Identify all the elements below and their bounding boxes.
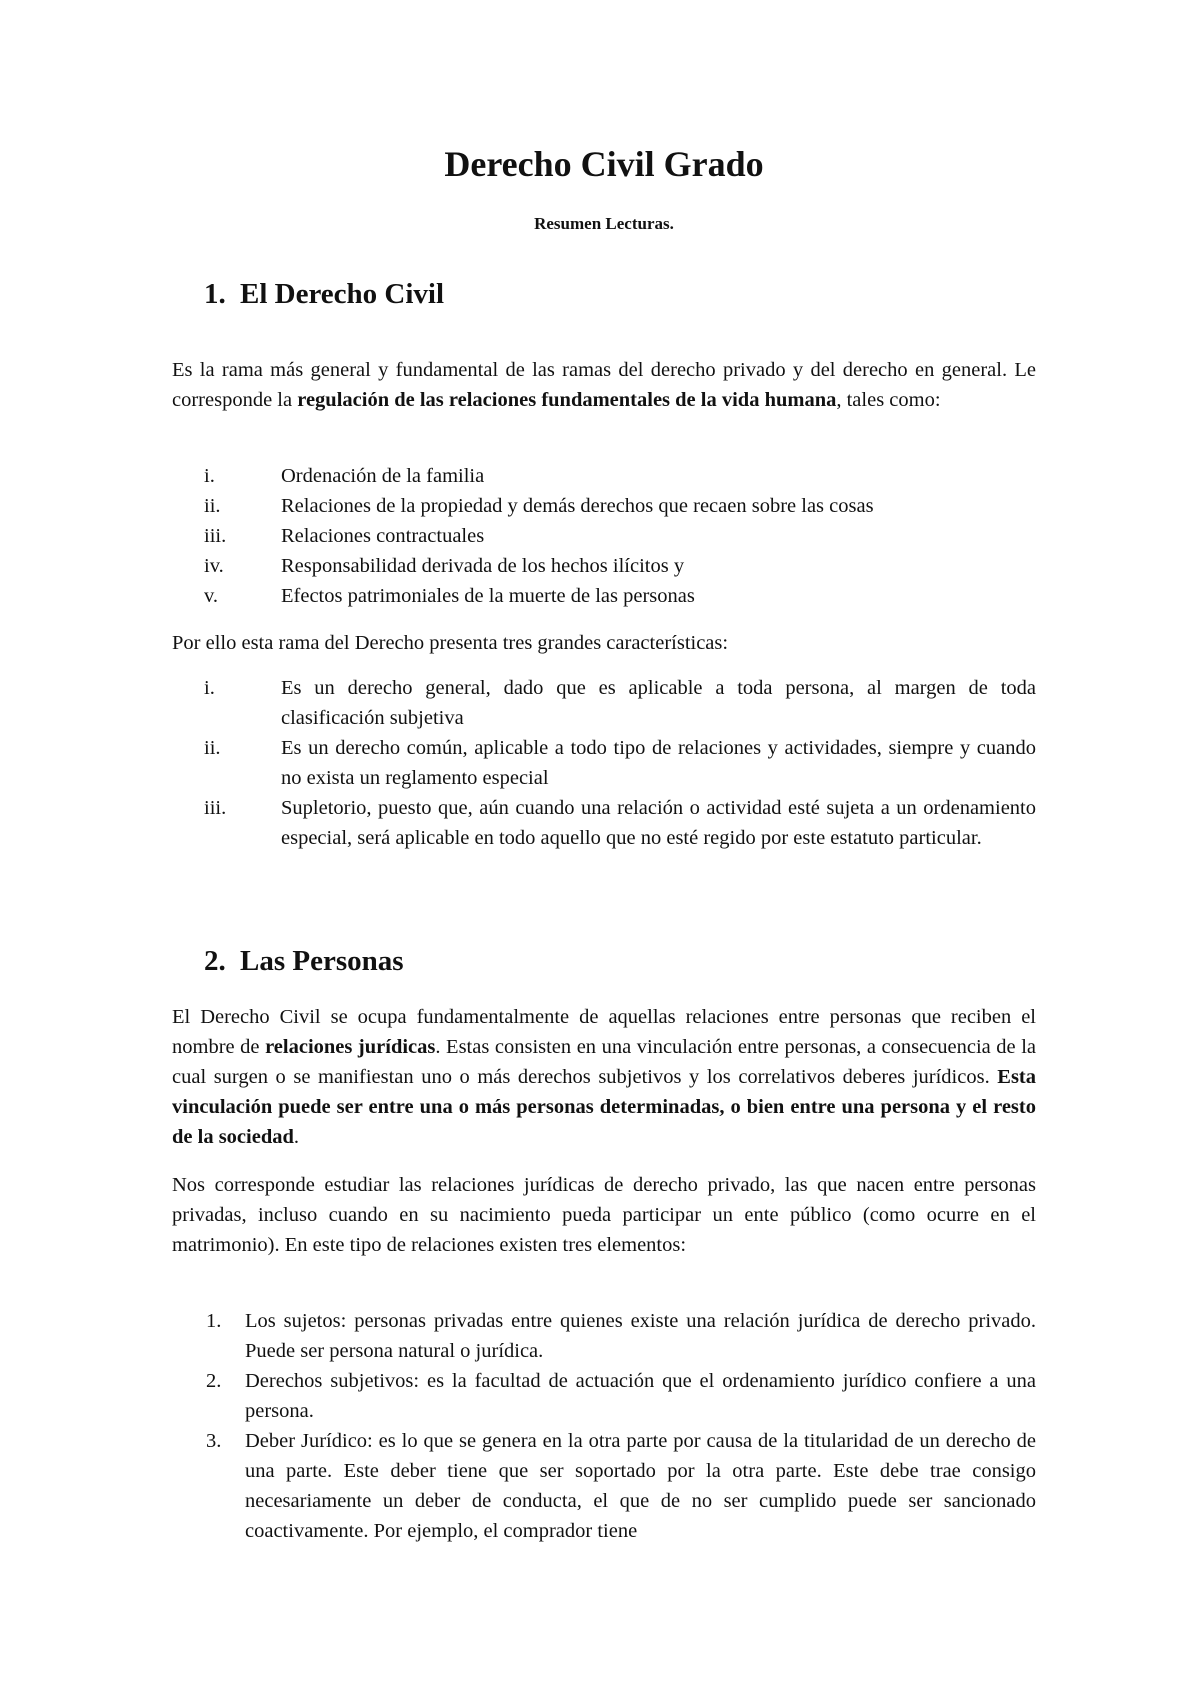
list-item — [172, 793, 1036, 853]
list-marker: i. — [204, 677, 215, 699]
relations-list — [172, 461, 1036, 611]
paragraph-bold-text: relaciones jurídicas — [265, 1036, 436, 1058]
list-item — [172, 1426, 1036, 1546]
list-item-text: Derechos subjetivos: es la facultad de actuación que el ordenamiento jurídico confiere a una persona. — [245, 1370, 1036, 1422]
document-subtitle: Resumen Lecturas. — [534, 214, 674, 233]
list-marker: ii. — [204, 737, 221, 759]
list-item-text: Deber Jurídico: es lo que se genera en la otra parte por causa de la titularidad de un derecho de una parte. Este deber tiene que ser soportado por la otra parte. Este debe trae consigo necesariamente un deber de conducta, el que de no ser cumplido puede ser sancionado coactivamente. Por ejemplo, el comprador tiene — [245, 1430, 1036, 1542]
document-title: Derecho Civil Grado — [444, 144, 764, 184]
list-marker: ii. — [204, 495, 221, 517]
list-item-text: Supletorio, puesto que, aún cuando una relación o actividad esté sujeta a un ordenamiento especial, será aplicable en todo aquello que no esté regido por este estatuto particular. — [281, 797, 1036, 849]
list-item-text: Efectos patrimoniales de la muerte de las personas — [281, 585, 695, 607]
list-item — [172, 673, 1036, 733]
list-marker: 2. — [206, 1370, 222, 1392]
list-item-text: Es un derecho general, dado que es aplicable a toda persona, al margen de toda clasificación subjetiva — [281, 677, 1036, 729]
section-2-paragraph-1 — [172, 1002, 1036, 1152]
list-item — [172, 551, 1036, 581]
list-item-text: Relaciones contractuales — [281, 525, 485, 547]
list-marker: iv. — [204, 555, 224, 577]
list-item — [172, 521, 1036, 551]
list-item-text: Relaciones de la propiedad y demás derechos que recaen sobre las cosas — [281, 495, 874, 517]
list-item — [172, 1366, 1036, 1426]
list-marker: 3. — [206, 1430, 222, 1452]
list-item-text: Los sujetos: personas privadas entre quienes existe una relación jurídica de derecho privado. Puede ser persona natural o jurídica. — [245, 1310, 1036, 1362]
list-item-text: Es un derecho común, aplicable a todo tipo de relaciones y actividades, siempre y cuando no exista un reglamento especial — [281, 737, 1036, 789]
paragraph-text: . — [293, 1126, 299, 1148]
section-1-heading — [204, 276, 444, 312]
list-marker: i. — [204, 465, 215, 487]
list-item — [172, 1306, 1036, 1366]
paragraph-text: El Derecho Civil se ocupa fundamentalmente de aquellas relaciones entre personas que reciben el nombre de — [172, 1006, 1036, 1058]
section-2-paragraph-2: Nos corresponde estudiar las relaciones jurídicas de derecho privado, las que nacen entre personas privadas, incluso cuando en su nacimiento pueda participar un ente público (como ocurre en el matrimonio). En este tipo de relaciones existen tres elementos: — [172, 1174, 1036, 1256]
list-item-text: Responsabilidad derivada de los hechos ilícitos y — [281, 555, 685, 577]
characteristics-intro: Por ello esta rama del Derecho presenta tres grandes características: — [172, 632, 729, 654]
elements-list — [172, 1306, 1036, 1546]
intro-text: Es la rama más general y fundamental de las ramas del derecho privado y del derecho en general. Le corresponde la — [172, 359, 1036, 411]
paragraph-text: . Estas consisten en una vinculación entre personas, a consecuencia de la cual surgen o se manifiestan uno o más derechos subjetivos y los correlativos deberes jurídicos. — [172, 1036, 1036, 1088]
list-marker: iii. — [204, 525, 227, 547]
paragraph-bold-text: Esta vinculación puede ser entre una o más personas determinadas, o bien entre una persona y el resto de la sociedad — [172, 1066, 1036, 1148]
section-1-title: El Derecho Civil — [240, 278, 445, 310]
section-2-number: 2. — [204, 945, 226, 977]
section-2-title: Las Personas — [240, 945, 404, 977]
section-1-intro — [172, 355, 1036, 415]
section-2-heading — [204, 943, 404, 979]
intro-bold-text: regulación de las relaciones fundamentales de la vida humana — [297, 389, 837, 411]
list-item — [172, 491, 1036, 521]
intro-text-end: , tales como: — [836, 389, 941, 411]
list-item — [172, 581, 1036, 611]
list-marker: iii. — [204, 797, 227, 819]
characteristics-list — [172, 673, 1036, 853]
list-item — [172, 733, 1036, 793]
list-marker: 1. — [206, 1310, 222, 1332]
list-item-text: Ordenación de la familia — [281, 465, 485, 487]
section-1-number: 1. — [204, 278, 226, 310]
list-marker: v. — [204, 585, 219, 607]
list-item — [172, 461, 1036, 491]
